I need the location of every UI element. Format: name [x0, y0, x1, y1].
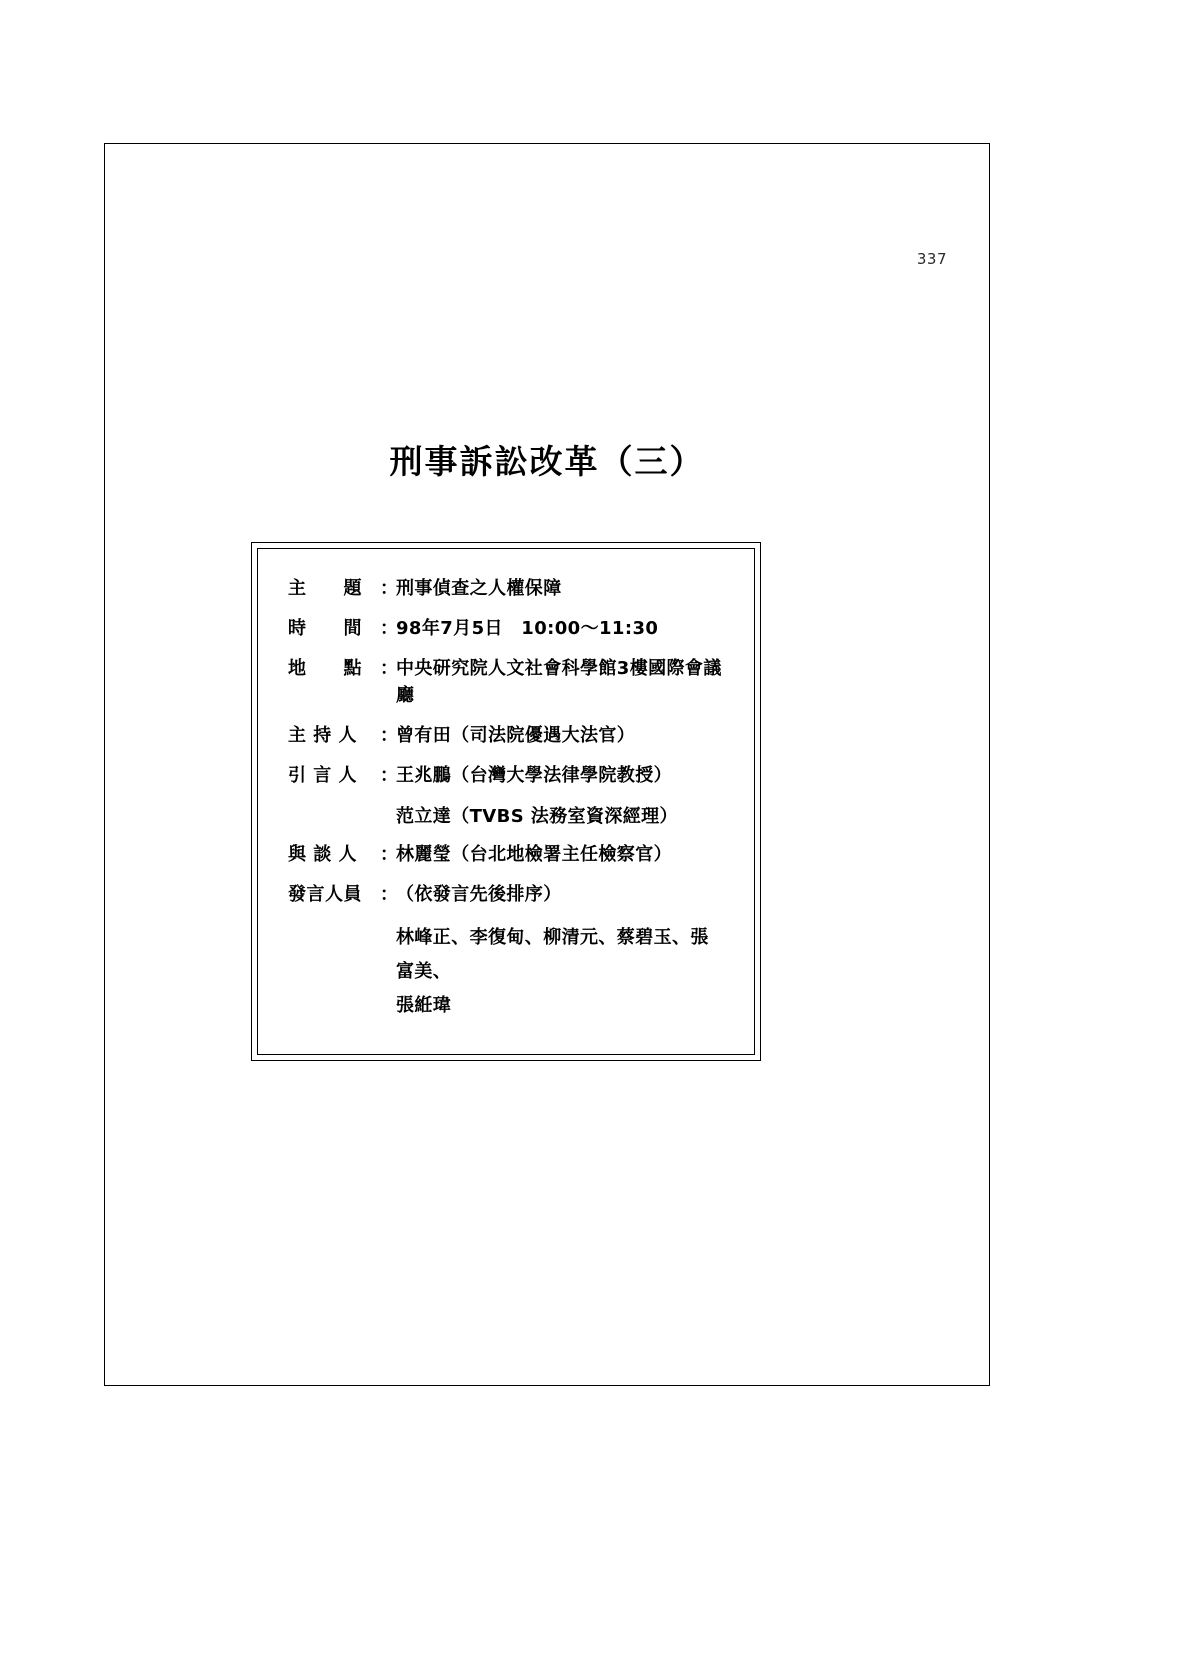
info-label: 引 言 人: [288, 765, 358, 786]
speakers-list: [288, 921, 724, 1024]
session-info-box-inner: [257, 548, 755, 1055]
info-value-location: 中央研究院人文社會科學館3樓國際會議廳: [396, 658, 722, 706]
document-page: [104, 143, 990, 1386]
info-label: 地 點: [288, 658, 362, 679]
indent-spacer: [288, 921, 396, 989]
page-title: 刑事訴訟改革（三）: [389, 442, 705, 481]
indent-spacer: [288, 802, 396, 828]
info-value-discussant: 林麗瑩（台北地檢署主任檢察官）: [396, 844, 672, 865]
info-colon: ：: [380, 844, 398, 865]
info-row: [288, 881, 724, 908]
info-row: [288, 841, 724, 868]
info-value-topic: 刑事偵查之人權保障: [396, 578, 562, 599]
info-colon: ：: [380, 578, 398, 599]
info-row: [288, 575, 724, 602]
info-value-presenter: 王兆鵬（台灣大學法律學院教授）: [396, 765, 672, 786]
speakers-line: [288, 921, 724, 989]
info-row: [288, 762, 724, 789]
info-colon: ：: [380, 725, 398, 746]
session-info-box: [251, 542, 761, 1061]
info-value-chair: 曾有田（司法院優遇大法官）: [396, 725, 636, 746]
info-colon: ：: [380, 884, 398, 905]
page-number: 337: [916, 250, 947, 268]
indent-spacer: [288, 989, 396, 1023]
info-value-presenter-2: 范立達（TVBS 法務室資深經理）: [396, 806, 678, 827]
info-value-speakers-note: （依發言先後排序）: [396, 884, 562, 905]
speakers-line-text: 林峰正、李復甸、柳清元、蔡碧玉、張富美、: [396, 927, 709, 983]
info-row-continuation: [288, 802, 724, 828]
info-row: [288, 615, 724, 642]
info-label: 時 間: [288, 618, 362, 639]
info-label: 主 題: [288, 578, 362, 599]
speakers-line-text: 張絍瑋: [396, 995, 452, 1017]
info-value-time: 98年7月5日 10:00〜11:30: [396, 618, 659, 639]
info-label: 與 談 人: [288, 844, 358, 865]
speakers-line: [288, 989, 724, 1023]
info-label: 發言人員: [288, 884, 362, 905]
info-colon: ：: [380, 658, 398, 679]
info-label: 主 持 人: [288, 725, 358, 746]
info-colon: ：: [380, 618, 398, 639]
info-row: [288, 655, 724, 709]
info-colon: ：: [380, 765, 398, 786]
info-row: [288, 722, 724, 749]
